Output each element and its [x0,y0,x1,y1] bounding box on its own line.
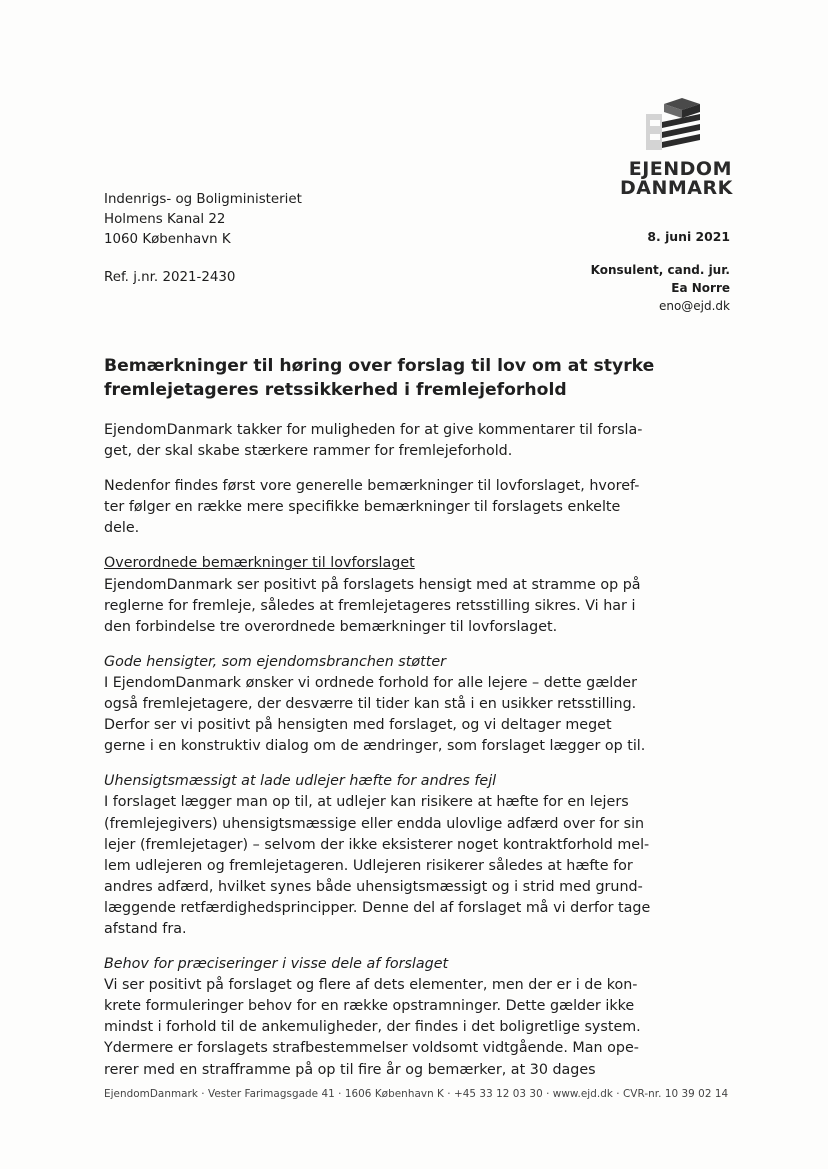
section-uhensigtsmaessigt: Uhensigtsmæssigt at lade udlejer hæfte for andres fejl I forslaget lægger man op til, at udlejer kan risikere at hæfte for en lejers (fremlejegivers) uhensigtsmæssige eller endda ulovlige adfærd over for sin lejer (fremlejetager) – selvom der ikke eksisterer noget kontraktforhold mel- lem udlejeren og fremlejetageren. Udlejeren risikerer således at hæfte for andres adfærd, hvilket synes både uhensigtsmæssigt og i strid med grund- læggende retfærdighedsprincipper. Denne del af forslaget må vi derfor tage afstand fra. [104,773,651,937]
ejendom-danmark-logo-icon [644,98,700,154]
recipient-line: Indenrigs- og Boligministeriet [104,192,302,207]
sender-block [591,261,730,315]
logo-line-1: EJENDOM [628,158,732,180]
section-overordnede: Overordnede bemærkninger til lovforslaget EjendomDanmark ser positivt på forslagets hensigt med at stramme op på reglerne for fremleje, således at fremlejetageres retsstilling sikres. Vi har i den forbindelse tre overordnede bemærkninger til lovforslaget. [104,555,641,635]
recipient-line: 1060 København K [104,231,231,247]
section-behov: Behov for præciseringer i visse dele af forslaget Vi ser positivt på forslaget og flere af dets elementer, men der er i de kon- krete formuleringer behov for en række opstramninger. Dette gælder ikke mindst i forhold til de ankemuligheder, der findes i det boligretlige system. Ydermere er forslagets strafbestemmelser voldsomt vidtgående. Man ope- rerer med en strafframme på op til fire år og bemærker, at 30 dages [104,956,641,1078]
letter-body [104,354,664,1095]
sender-title: Konsulent, cand. jur. [590,263,730,277]
recipient-address [104,190,302,249]
section-heading: Gode hensigter, som ejendomsbranchen støtter [104,653,446,670]
section-heading: Behov for præciseringer i visse dele af forslaget [104,956,449,973]
letter-heading [104,354,664,402]
section-heading: Overordnede bemærkninger til lovforslaget [104,555,415,572]
sender-email[interactable]: eno@ejd.dk [658,299,730,313]
intro-paragraph: EjendomDanmark takker for muligheden for at give kommentarer til forsla- get, der skal skabe stærkere rammer for fremlejeforhold. [104,422,643,460]
heading-line: Bemærkninger til høring over forslag til lov om at styrke [104,356,655,376]
logo-line-2: DANMARK [620,177,733,199]
intro-paragraph: Nedenfor findes først vore generelle bemærkninger til lovforslaget, hvoref- ter følger en række mere specifikke bemærkninger til forslagets enkelte dele. [104,478,640,537]
heading-line: fremlejetageres retssikkerhed i fremlejeforhold [104,380,567,400]
page-footer: EjendomDanmark · Vester Farimagsgade 41 · 1606 København K · +45 33 12 03 30 · www.ejd.dk · CVR-nr. 10 39 02 14 [104,1088,729,1100]
section-heading: Uhensigtsmæssigt at lade udlejer hæfte for andres fejl [104,773,497,790]
sender-name: Ea Norre [671,281,730,295]
recipient-line: Holmens Kanal 22 [104,211,226,227]
reference-number: Ref. j.nr. 2021-2430 [104,270,236,285]
section-gode-hensigter: Gode hensigter, som ejendomsbranchen støtter I EjendomDanmark ønsker vi ordnede forhold for alle lejere – dette gælder også fremlejetagere, der desværre til tider kan stå i en usikker retsstilling. Derfor ser vi positivt på hensigten med forslaget, og vi deltager meget gerne i en konstruktiv dialog om de ændringer, som forslaget lægger op til. [104,653,646,755]
letter-date: 8. juni 2021 [647,229,730,244]
